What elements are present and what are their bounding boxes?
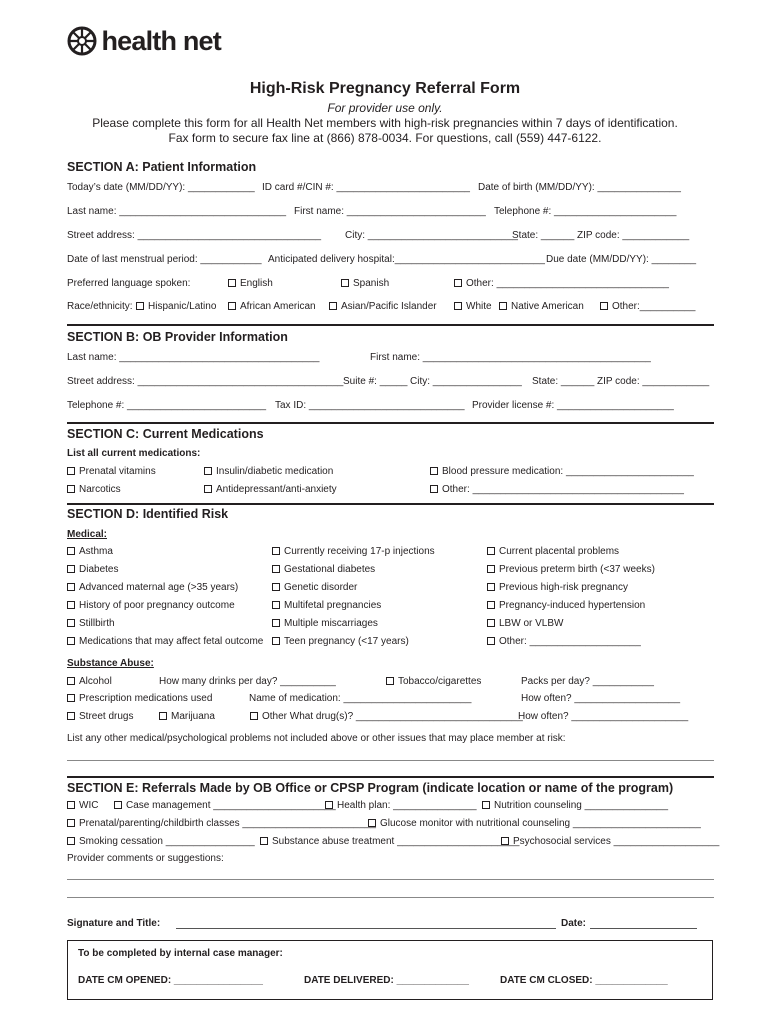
checkbox-icon[interactable] [325, 801, 333, 809]
risk-item[interactable]: Advanced maternal age (>35 years) [67, 582, 238, 594]
checkbox-icon[interactable] [487, 619, 495, 627]
globe-logo-icon [67, 25, 97, 57]
form-title: High-Risk Pregnancy Referral Form [249, 80, 521, 97]
signature-label: Signature and Title: [67, 918, 161, 929]
checkbox-icon[interactable] [159, 712, 167, 720]
glucose-monitor-checkbox[interactable]: Glucose monitor with nutritional counseling _______________________ [368, 818, 701, 830]
antidepressant-checkbox[interactable]: Antidepressant/anti-anxiety [204, 484, 337, 496]
section-a-heading: SECTION A: Patient Information [67, 160, 257, 174]
comments-line[interactable] [67, 879, 714, 880]
street-drugs-checkbox[interactable]: Street drugs [67, 711, 133, 723]
checkbox-icon[interactable] [204, 467, 212, 475]
checkbox-icon[interactable] [67, 837, 75, 845]
patient-telephone-field[interactable]: Telephone #: ______________________ [494, 206, 677, 217]
risk-item[interactable]: Currently receiving 17-p injections [272, 546, 435, 558]
substance-treatment-checkbox[interactable]: Substance abuse treatment ______________________ [260, 836, 519, 848]
prenatal-classes-checkbox[interactable]: Prenatal/parenting/childbirth classes ________________________ [67, 818, 376, 830]
packs-per-day-field[interactable]: Packs per day? ___________ [521, 676, 654, 687]
checkbox-icon[interactable] [454, 302, 462, 310]
medical-label: Medical: [67, 529, 108, 540]
section-b-heading: SECTION B: OB Provider Information [67, 330, 288, 344]
section-e-heading: SECTION E: Referrals Made by OB Office or CPSP Program (indicate location or name of the program) [67, 781, 674, 795]
checkbox-icon[interactable] [272, 637, 280, 645]
logo-text: health net [101, 26, 221, 56]
lang-spanish-checkbox[interactable]: Spanish [341, 278, 389, 290]
dob-field[interactable]: Date of birth (MM/DD/YY): _______________ [478, 182, 681, 193]
checkbox-icon[interactable] [67, 485, 75, 493]
nutrition-checkbox[interactable]: Nutrition counseling _______________ [482, 800, 668, 812]
checkbox-icon[interactable] [67, 637, 75, 645]
checkbox-icon[interactable] [67, 601, 75, 609]
checkbox-icon[interactable] [487, 583, 495, 591]
checkbox-icon[interactable] [67, 694, 75, 702]
section-d-heading: SECTION D: Identified Risk [67, 507, 229, 521]
date-delivered-field[interactable]: DATE DELIVERED: _____________ [304, 975, 469, 986]
other-problems-label: List any other medical/psychological problems not included above or other issues that may place member at risk: [67, 733, 566, 744]
checkbox-icon[interactable] [430, 467, 438, 475]
todays-date-field[interactable]: Today’s date (MM/DD/YY): ____________ [67, 182, 255, 193]
case-manager-heading: To be completed by internal case manager: [78, 948, 283, 959]
checkbox-icon[interactable] [454, 279, 462, 287]
risk-item[interactable]: Stillbirth [67, 618, 115, 630]
drugs-how-often-field[interactable]: How often? _____________________ [518, 711, 689, 722]
lang-english-checkbox[interactable]: English [228, 278, 273, 290]
race-native-checkbox[interactable]: Native American [499, 301, 584, 313]
checkbox-icon[interactable] [430, 485, 438, 493]
due-date-field[interactable]: Due date (MM/DD/YY): ________ [546, 254, 697, 265]
provider-license-field[interactable]: Provider license #: _____________________ [472, 400, 674, 411]
race-other-checkbox[interactable]: Other:__________ [600, 301, 695, 313]
checkbox-icon[interactable] [487, 565, 495, 573]
checkbox-icon[interactable] [487, 637, 495, 645]
patient-street-field[interactable]: Street address: _________________________________ [67, 230, 322, 241]
risk-item[interactable]: Pregnancy-induced hypertension [487, 600, 645, 612]
checkbox-icon[interactable] [67, 565, 75, 573]
checkbox-icon[interactable] [368, 819, 376, 827]
race-white-checkbox[interactable]: White [454, 301, 492, 313]
provider-city-field[interactable]: City: ________________ [410, 376, 522, 387]
section-c-heading: SECTION C: Current Medications [67, 427, 264, 441]
patient-city-field[interactable]: City: ___________________________ [345, 230, 518, 241]
medication-other-checkbox[interactable]: Other: ______________________________________ [430, 484, 684, 496]
provider-zip-field[interactable]: ZIP code: ____________ [597, 376, 710, 387]
risk-item[interactable]: Teen pregnancy (<17 years) [272, 636, 409, 648]
checkbox-icon[interactable] [272, 565, 280, 573]
checkbox-icon[interactable] [114, 801, 122, 809]
checkbox-icon[interactable] [67, 712, 75, 720]
provider-first-name-field[interactable]: First name: _________________________________________ [370, 352, 651, 363]
prescription-checkbox[interactable]: Prescription medications used [67, 693, 212, 705]
section-divider [67, 324, 714, 326]
marijuana-checkbox[interactable]: Marijuana [159, 711, 215, 723]
date-cm-closed-field[interactable]: DATE CM CLOSED: _____________ [500, 975, 668, 986]
checkbox-icon[interactable] [499, 302, 507, 310]
section-divider [67, 503, 714, 505]
signature-date-label: Date: [561, 918, 587, 929]
risk-item[interactable]: Gestational diabetes [272, 564, 375, 576]
checkbox-icon[interactable] [67, 547, 75, 555]
signature-date-line[interactable] [590, 928, 697, 929]
checkbox-icon[interactable] [228, 279, 236, 287]
health-plan-checkbox[interactable]: Health plan: _______________ [325, 800, 477, 812]
intro-line-1: Please complete this form for all Health Net members with high-risk pregnancies within 7 days of identification. [92, 116, 678, 130]
race-hispanic-checkbox[interactable]: Hispanic/Latino [136, 301, 216, 313]
write-in-line[interactable] [67, 760, 714, 761]
checkbox-icon[interactable] [250, 712, 258, 720]
intro-line-2: Fax form to secure fax line at (866) 878-0034. For questions, call (559) 447-6122. [168, 131, 602, 145]
checkbox-icon[interactable] [67, 819, 75, 827]
risk-item[interactable]: History of poor pregnancy outcome [67, 600, 235, 612]
risk-item[interactable]: Medications that may affect fetal outcome [67, 636, 263, 648]
comments-line[interactable] [67, 897, 714, 898]
language-label: Preferred language spoken: [67, 278, 191, 289]
comments-label: Provider comments or suggestions: [67, 853, 224, 864]
alcohol-checkbox[interactable]: Alcohol [67, 676, 112, 688]
form-subtitle: For provider use only. [327, 101, 443, 115]
psychosocial-checkbox[interactable]: Psychosocial services ___________________ [501, 836, 719, 848]
race-asian-checkbox[interactable]: Asian/Pacific Islander [329, 301, 437, 313]
checkbox-icon[interactable] [67, 801, 75, 809]
checkbox-icon[interactable] [136, 302, 144, 310]
risk-item[interactable]: Diabetes [67, 564, 118, 576]
race-label: Race/ethnicity: [67, 301, 133, 312]
provider-tax-id-field[interactable]: Tax ID: ____________________________ [275, 400, 465, 411]
checkbox-icon[interactable] [487, 601, 495, 609]
risk-item[interactable]: Multiple miscarriages [272, 618, 378, 630]
patient-first-name-field[interactable]: First name: _________________________ [294, 206, 486, 217]
prescription-how-often-field[interactable]: How often? ___________________ [521, 693, 681, 704]
checkbox-icon[interactable] [272, 601, 280, 609]
checkbox-icon[interactable] [260, 837, 268, 845]
checkbox-icon[interactable] [67, 619, 75, 627]
risk-item[interactable]: Asthma [67, 546, 113, 558]
checkbox-icon[interactable] [487, 547, 495, 555]
section-divider [67, 422, 714, 424]
patient-state-field[interactable]: State: ______ [512, 230, 575, 241]
drinks-per-day-field[interactable]: How many drinks per day? __________ [159, 676, 336, 687]
substance-abuse-label: Substance Abuse: [67, 658, 154, 669]
date-cm-opened-field[interactable]: DATE CM OPENED: ________________ [78, 975, 263, 986]
section-divider [67, 776, 714, 778]
patient-last-name-field[interactable]: Last name: ______________________________ [67, 206, 287, 217]
prenatal-vitamins-checkbox[interactable]: Prenatal vitamins [67, 466, 156, 478]
checkbox-icon[interactable] [228, 302, 236, 310]
risk-item[interactable]: Current placental problems [487, 546, 619, 558]
risk-item[interactable]: Previous high-risk pregnancy [487, 582, 628, 594]
checkbox-icon[interactable] [272, 619, 280, 627]
checkbox-icon[interactable] [272, 547, 280, 555]
checkbox-icon[interactable] [67, 467, 75, 475]
signature-line[interactable] [176, 928, 556, 929]
checkbox-icon[interactable] [482, 801, 490, 809]
other-drugs-checkbox[interactable]: Other What drug(s)? ______________________________ [250, 711, 523, 723]
risk-item[interactable]: Previous preterm birth (<37 weeks) [487, 564, 655, 576]
checkbox-icon[interactable] [204, 485, 212, 493]
provider-suite-field[interactable]: Suite #: _____ [343, 376, 408, 387]
medication-name-field[interactable]: Name of medication: _______________________ [249, 693, 472, 704]
case-management-checkbox[interactable]: Case management ______________________ [114, 800, 336, 812]
insulin-checkbox[interactable]: Insulin/diabetic medication [204, 466, 333, 478]
race-african-checkbox[interactable]: African American [228, 301, 316, 313]
checkbox-icon[interactable] [341, 279, 349, 287]
provider-street-field[interactable]: Street address: _____________________________________ [67, 376, 344, 387]
wic-checkbox[interactable]: WIC [67, 800, 98, 812]
id-card-field[interactable]: ID card #/CIN #: ________________________ [262, 182, 470, 193]
checkbox-icon[interactable] [67, 677, 75, 685]
lmp-field[interactable]: Date of last menstrual period: ___________ [67, 254, 262, 265]
checkbox-icon[interactable] [501, 837, 509, 845]
risk-item[interactable]: Genetic disorder [272, 582, 357, 594]
checkbox-icon[interactable] [329, 302, 337, 310]
provider-state-field[interactable]: State: ______ [532, 376, 595, 387]
checkbox-icon[interactable] [272, 583, 280, 591]
risk-item[interactable]: LBW or VLBW [487, 618, 563, 630]
checkbox-icon[interactable] [67, 583, 75, 591]
risk-item[interactable]: Multifetal pregnancies [272, 600, 381, 612]
bp-medication-checkbox[interactable]: Blood pressure medication: _______________________ [430, 466, 694, 478]
provider-last-name-field[interactable]: Last name: ____________________________________ [67, 352, 320, 363]
narcotics-checkbox[interactable]: Narcotics [67, 484, 121, 496]
health-net-logo [67, 24, 221, 58]
checkbox-icon[interactable] [386, 677, 394, 685]
patient-zip-field[interactable]: ZIP code: ____________ [577, 230, 690, 241]
delivery-hospital-field[interactable]: Anticipated delivery hospital:___________________________ [268, 254, 545, 265]
lang-other-checkbox[interactable]: Other: _______________________________ [454, 278, 669, 290]
medications-list-label: List all current medications: [67, 448, 201, 459]
risk-item[interactable]: Other: ____________________ [487, 636, 641, 648]
tobacco-checkbox[interactable]: Tobacco/cigarettes [386, 676, 481, 688]
checkbox-icon[interactable] [600, 302, 608, 310]
provider-telephone-field[interactable]: Telephone #: _________________________ [67, 400, 267, 411]
smoking-cessation-checkbox[interactable]: Smoking cessation ________________ [67, 836, 255, 848]
